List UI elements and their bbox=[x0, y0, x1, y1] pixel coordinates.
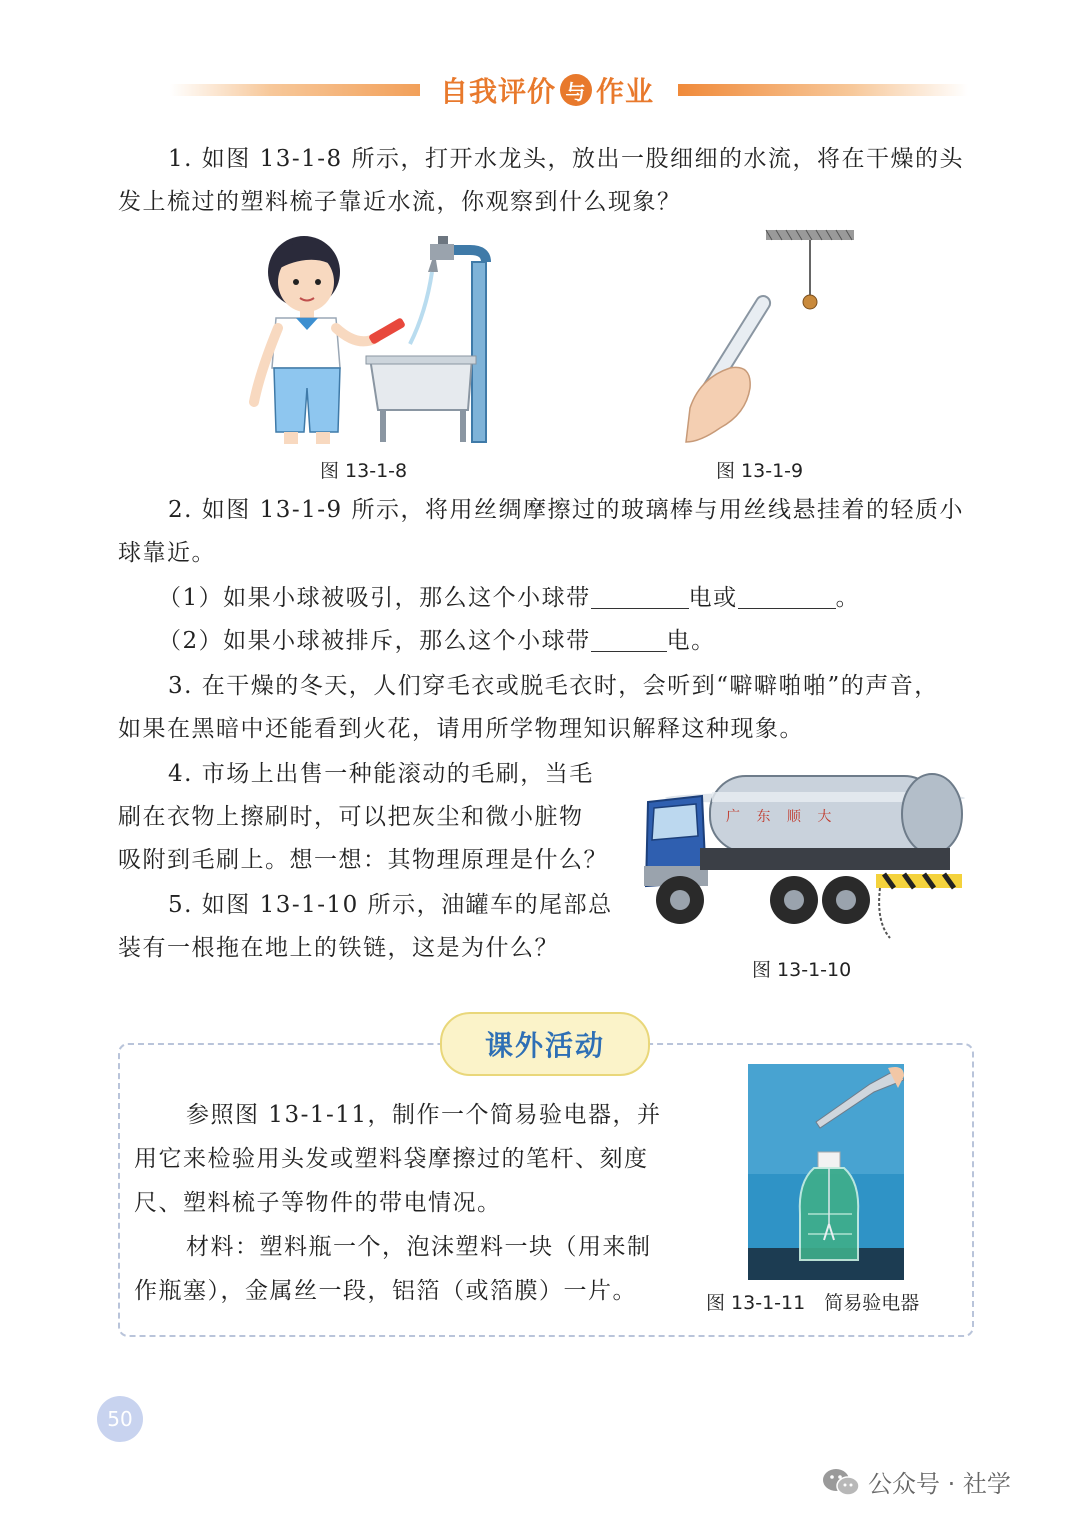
answer-blank-2[interactable] bbox=[738, 582, 836, 609]
watermark-text: 公众号 · 社学 bbox=[868, 1470, 1011, 1498]
section-title-left: 自我评价 bbox=[440, 75, 557, 108]
section-title bbox=[440, 70, 654, 110]
activity-line5: 作瓶塞），金属丝一段，铝箔（或箔膜）一片。 bbox=[134, 1278, 637, 1304]
figure-13-1-10 bbox=[640, 762, 970, 950]
q5-line1: 5. 如图 13-1-10 所示，油罐车的尾部总 bbox=[168, 892, 613, 918]
wechat-icon bbox=[822, 1467, 860, 1497]
page-number: 50 bbox=[97, 1396, 143, 1442]
q2-sub2 bbox=[158, 620, 716, 663]
q4-line2: 刷在衣物上擦刷时，可以把灰尘和微小脏物 bbox=[118, 804, 584, 830]
q2-sub1 bbox=[158, 577, 860, 620]
figure-13-1-10-caption: 图 13-1-10 bbox=[752, 959, 852, 981]
figure-13-1-11-caption: 图 13-1-11 简易验电器 bbox=[706, 1292, 920, 1314]
q4-line3: 吸附到毛刷上。想一想：其物理原理是什么？ bbox=[118, 847, 608, 873]
q2-line2: 球靠近。 bbox=[118, 540, 216, 566]
q2-sub2-text: （2）如果小球被排斥，那么这个小球带 bbox=[158, 628, 591, 654]
figure-13-1-11 bbox=[748, 1064, 904, 1280]
figure-13-1-8 bbox=[240, 232, 500, 452]
header-decor-right bbox=[678, 84, 968, 96]
activity-line4: 材料：塑料瓶一个，泡沫塑料一块（用来制 bbox=[186, 1234, 652, 1260]
q4-line1: 4. 市场上出售一种能滚动的毛刷，当毛 bbox=[168, 761, 594, 787]
section-title-connector: 与 bbox=[560, 74, 592, 106]
figure-13-1-8-caption: 图 13-1-8 bbox=[320, 460, 408, 482]
figure-13-1-9-caption: 图 13-1-9 bbox=[716, 460, 804, 482]
q5-line2: 装有一根拖在地上的铁链，这是为什么？ bbox=[118, 935, 559, 961]
q3-line2: 如果在黑暗中还能看到火花，请用所学物理知识解释这种现象。 bbox=[118, 716, 804, 742]
q2-line1: 2. 如图 13-1-9 所示，将用丝绸摩擦过的玻璃棒与用丝线悬挂着的轻质小 bbox=[168, 497, 964, 523]
watermark bbox=[822, 1464, 1011, 1499]
figure-13-1-9 bbox=[670, 228, 860, 454]
answer-blank-1[interactable] bbox=[591, 582, 689, 609]
answer-blank-3[interactable] bbox=[591, 625, 667, 652]
q2-sub2-end: 电。 bbox=[666, 628, 716, 654]
activity-title: 课外活动 bbox=[440, 1012, 650, 1076]
section-title-right: 作业 bbox=[596, 75, 655, 108]
q2-sub1-mid: 电或 bbox=[688, 585, 738, 611]
q2-sub1-text: （1）如果小球被吸引，那么这个小球带 bbox=[158, 585, 591, 611]
header-decor-left bbox=[170, 84, 420, 96]
q1-line2: 发上梳过的塑料梳子靠近水流，你观察到什么现象？ bbox=[118, 189, 682, 215]
q3-line1: 3. 在干燥的冬天，人们穿毛衣或脱毛衣时，会听到“噼噼啪啪”的声音， bbox=[168, 673, 939, 699]
activity-line1: 参照图 13-1-11，制作一个简易验电器，并 bbox=[186, 1102, 662, 1128]
activity-line2: 用它来检验用头发或塑料袋摩擦过的笔杆、刻度 bbox=[134, 1146, 649, 1172]
truck-lettering: 广 东 顺 大 bbox=[726, 809, 838, 825]
q2-sub1-end: 。 bbox=[835, 585, 861, 611]
q1-line1: 1. 如图 13-1-8 所示，打开水龙头，放出一股细细的水流，将在干燥的头 bbox=[168, 146, 964, 172]
activity-line3: 尺、塑料梳子等物件的带电情况。 bbox=[134, 1190, 502, 1216]
